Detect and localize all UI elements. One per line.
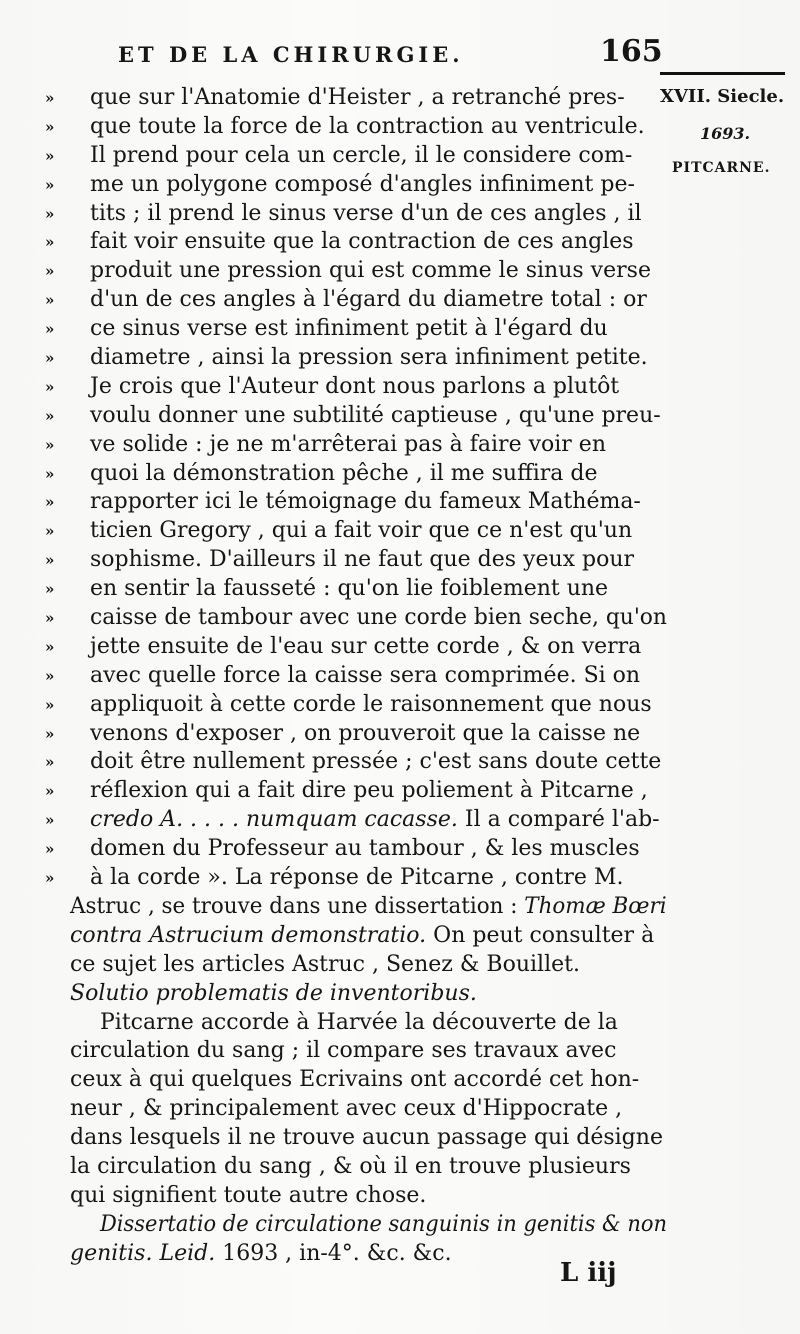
- line-text-segment: caisse de tambour avec une corde bien seche, qu'on: [90, 605, 667, 631]
- line-text-segment: Astruc , se trouve dans une dissertation :: [70, 893, 525, 919]
- line-text-segment: genitis. Leid.: [70, 1240, 216, 1266]
- text-line: [40, 344, 675, 373]
- quotation-mark: »: [45, 782, 55, 801]
- quotation-mark: »: [45, 89, 55, 107]
- line-text-segment: Il prend pour cela un cercle, il le considere com-: [90, 142, 633, 168]
- line-text: [70, 1037, 616, 1066]
- line-text: [70, 980, 477, 1009]
- body-text: [40, 84, 675, 1269]
- text-line: [40, 951, 675, 980]
- line-text: [90, 200, 642, 229]
- line-text-segment: produit une pression qui est comme le sinus verse: [90, 258, 651, 284]
- quotation-mark: »: [45, 175, 55, 194]
- text-line: [40, 720, 675, 749]
- line-text-segment: voulu donner une subtilité captieuse , qu'une preu-: [90, 402, 661, 428]
- line-text-segment: venons d'exposer , on prouveroit que la caisse ne: [90, 720, 641, 746]
- line-text-segment: jette ensuite de l'eau sur cette corde , & on verra: [90, 633, 642, 659]
- quotation-mark: »: [45, 117, 55, 136]
- quotation-mark: »: [45, 406, 55, 425]
- text-line: [40, 806, 675, 835]
- quotation-mark: »: [45, 609, 55, 628]
- line-text: [90, 864, 623, 893]
- line-text-segment: ce sujet les articles Astruc , Senez & Bouillet.: [70, 951, 580, 977]
- text-line: [40, 257, 675, 286]
- line-text-segment: que toute la force de la contraction au ventricule.: [90, 113, 645, 139]
- quotation-mark: »: [45, 666, 55, 685]
- text-line: [40, 228, 675, 257]
- text-line: [40, 488, 675, 517]
- text-line: [40, 373, 675, 402]
- text-line: [40, 315, 675, 344]
- line-text: [70, 951, 580, 980]
- quotation-mark: »: [45, 377, 55, 396]
- line-text-segment: que sur l'Anatomie d'Heister , a retranché pres-: [90, 85, 625, 110]
- line-text: [90, 373, 619, 402]
- line-text-segment: credo A. . . . . numquam cacasse.: [90, 807, 458, 833]
- line-text: [90, 171, 635, 200]
- line-text: [100, 1211, 667, 1240]
- line-text: [90, 257, 651, 286]
- text-line: [40, 1124, 675, 1153]
- line-text-segment: ce sinus verse est infiniment petit à l'égard du: [90, 316, 608, 342]
- text-line: [40, 835, 675, 864]
- line-text-segment: me un polygone composé d'angles infiniment pe-: [90, 171, 635, 197]
- line-text-segment: d'un de ces angles à l'égard du diametre total : or: [90, 287, 647, 313]
- running-head: ET DE LA CHIRURGIE.: [118, 42, 464, 67]
- text-line: [40, 662, 675, 691]
- line-text-segment: diametre , ainsi la pression sera infiniment petite.: [90, 345, 648, 371]
- line-text: [90, 777, 648, 806]
- quotation-mark: »: [45, 695, 55, 714]
- line-text: [90, 720, 640, 749]
- line-text: [90, 460, 597, 489]
- quotation-mark: »: [45, 204, 55, 223]
- line-text: [90, 431, 606, 460]
- line-text-segment: ve solide : je ne m'arrêterai pas à faire voir en: [90, 431, 606, 457]
- line-text-segment: doit être nullement pressée ; c'est sans doute cette: [90, 749, 662, 775]
- text-line: [40, 517, 675, 546]
- text-line: [40, 1211, 675, 1240]
- quotation-mark: »: [45, 464, 55, 483]
- line-text-segment: domen du Professeur au tambour , & les muscles: [90, 836, 640, 862]
- line-text-segment: Thomæ Bœri: [524, 893, 667, 919]
- text-line: [40, 633, 675, 662]
- text-line: [40, 113, 675, 142]
- line-text-segment: quoi la démonstration pêche , il me suffira de: [90, 460, 598, 486]
- quotation-mark: »: [45, 493, 55, 512]
- text-line: [40, 1095, 675, 1124]
- line-text: [90, 228, 634, 257]
- line-text-segment: réflexion qui a fait dire peu poliement à Pitcarne ,: [90, 778, 648, 804]
- text-line: [40, 286, 675, 315]
- line-text: [90, 633, 641, 662]
- text-line: [40, 748, 675, 777]
- line-text-segment: fait voir ensuite que la contraction de ces angles: [90, 229, 634, 255]
- text-line: [40, 1182, 675, 1211]
- line-text-segment: qui signifient toute autre chose.: [70, 1182, 427, 1208]
- line-text: [100, 1009, 618, 1038]
- line-text-segment: tits ; il prend le sinus verse d'un de ces angles , il: [90, 200, 642, 226]
- line-text: [90, 517, 632, 546]
- text-line: [40, 460, 675, 489]
- line-text-segment: la circulation du sang , & où il en trouve plusieurs: [70, 1153, 631, 1179]
- line-text: [90, 344, 648, 373]
- line-text: [90, 835, 640, 864]
- header-rule: [660, 72, 785, 75]
- line-text: [70, 1124, 663, 1153]
- text-line: [40, 691, 675, 720]
- text-line: [40, 1037, 675, 1066]
- line-text: [90, 142, 632, 171]
- text-line: [40, 1009, 675, 1038]
- text-line: [40, 777, 675, 806]
- line-text: [70, 893, 667, 922]
- page-number: 165: [600, 34, 663, 69]
- quotation-mark: »: [45, 753, 55, 772]
- quotation-mark: »: [45, 811, 55, 830]
- line-text: [90, 84, 625, 113]
- line-text-segment: en sentir la fausseté : qu'on lie foiblement une: [90, 576, 609, 602]
- quotation-mark: »: [45, 551, 55, 570]
- line-text-segment: On peut consulter à: [426, 922, 655, 948]
- line-text-segment: appliquoit à cette corde le raisonnement que nous: [90, 691, 652, 717]
- line-text: [70, 1153, 631, 1182]
- text-line: [40, 402, 675, 431]
- line-text-segment: à la corde ». La réponse de Pitcarne , contre M.: [90, 865, 624, 891]
- line-text-segment: Pitcarne accorde à Harvée la découverte de la: [100, 1009, 618, 1035]
- text-line: [40, 142, 675, 171]
- line-text: [90, 575, 608, 604]
- line-text-segment: 1693 , in-4°. &c. &c.: [215, 1240, 452, 1266]
- line-text: [90, 488, 641, 517]
- line-text: [90, 691, 652, 720]
- line-text: [90, 748, 661, 777]
- line-text: [90, 113, 645, 142]
- line-text-segment: Il a comparé l'ab-: [457, 807, 660, 833]
- line-text-segment: dans lesquels il ne trouve aucun passage qui désigne: [70, 1125, 663, 1151]
- quotation-mark: »: [45, 724, 55, 743]
- quotation-mark: »: [45, 840, 55, 859]
- line-text: [90, 402, 661, 431]
- text-line: [40, 1153, 675, 1182]
- line-text-segment: circulation du sang ; il compare ses travaux avec: [70, 1038, 617, 1064]
- line-text: [90, 662, 640, 691]
- margin-note-author: PITCARNE.: [672, 160, 771, 176]
- line-text: [70, 1095, 622, 1124]
- line-text: [70, 922, 654, 951]
- line-text-segment: neur , & principalement avec ceux d'Hippocrate ,: [70, 1096, 623, 1122]
- line-text: [70, 1066, 639, 1095]
- text-line: [40, 431, 675, 460]
- text-line: [40, 171, 675, 200]
- line-text-segment: sophisme. D'ailleurs il ne faut que des yeux pour: [90, 547, 635, 573]
- text-line: [40, 575, 675, 604]
- quotation-mark: »: [45, 580, 55, 599]
- text-line: [40, 200, 675, 229]
- line-text-segment: avec quelle force la caisse sera comprimée. Si on: [90, 662, 641, 688]
- text-line: [40, 922, 675, 951]
- text-line: [40, 893, 675, 922]
- text-line: [40, 1066, 675, 1095]
- margin-note-year: 1693.: [700, 124, 751, 143]
- line-text-segment: ticien Gregory , qui a fait voir que ce n'est qu'un: [90, 518, 633, 544]
- line-text-segment: Je crois que l'Auteur dont nous parlons a plutôt: [90, 373, 620, 399]
- line-text: [90, 604, 667, 633]
- text-line: [40, 864, 675, 893]
- quotation-mark: »: [45, 637, 55, 656]
- line-text: [90, 315, 608, 344]
- quotation-mark: »: [45, 869, 55, 888]
- line-text: [90, 286, 647, 315]
- quotation-mark: »: [45, 262, 55, 281]
- quotation-mark: »: [45, 146, 55, 165]
- line-text-segment: ceux à qui quelques Ecrivains ont accordé cet hon-: [70, 1067, 640, 1093]
- line-text-segment: contra Astrucium demonstratio.: [70, 922, 427, 948]
- line-text: [90, 806, 660, 835]
- text-line: [40, 84, 675, 113]
- margin-note-century: XVII. Siecle.: [660, 86, 785, 107]
- quotation-mark: »: [45, 435, 55, 454]
- line-text: [70, 1240, 452, 1269]
- quotation-mark: »: [45, 291, 55, 310]
- line-text: [90, 546, 634, 575]
- quotation-mark: »: [45, 349, 55, 368]
- line-text: [70, 1182, 426, 1211]
- signature-mark: L iij: [560, 1258, 617, 1288]
- line-text-segment: Solutio problematis de inventoribus.: [70, 980, 477, 1006]
- quotation-mark: »: [45, 320, 55, 339]
- quotation-mark: »: [45, 233, 55, 252]
- line-text-segment: rapporter ici le témoignage du fameux Mathéma-: [90, 489, 641, 515]
- line-text-segment: Dissertatio de circulatione sanguinis in genitis & non: [100, 1211, 668, 1237]
- text-line: [40, 546, 675, 575]
- quotation-mark: »: [45, 522, 55, 541]
- text-line: [40, 980, 675, 1009]
- text-line: [40, 604, 675, 633]
